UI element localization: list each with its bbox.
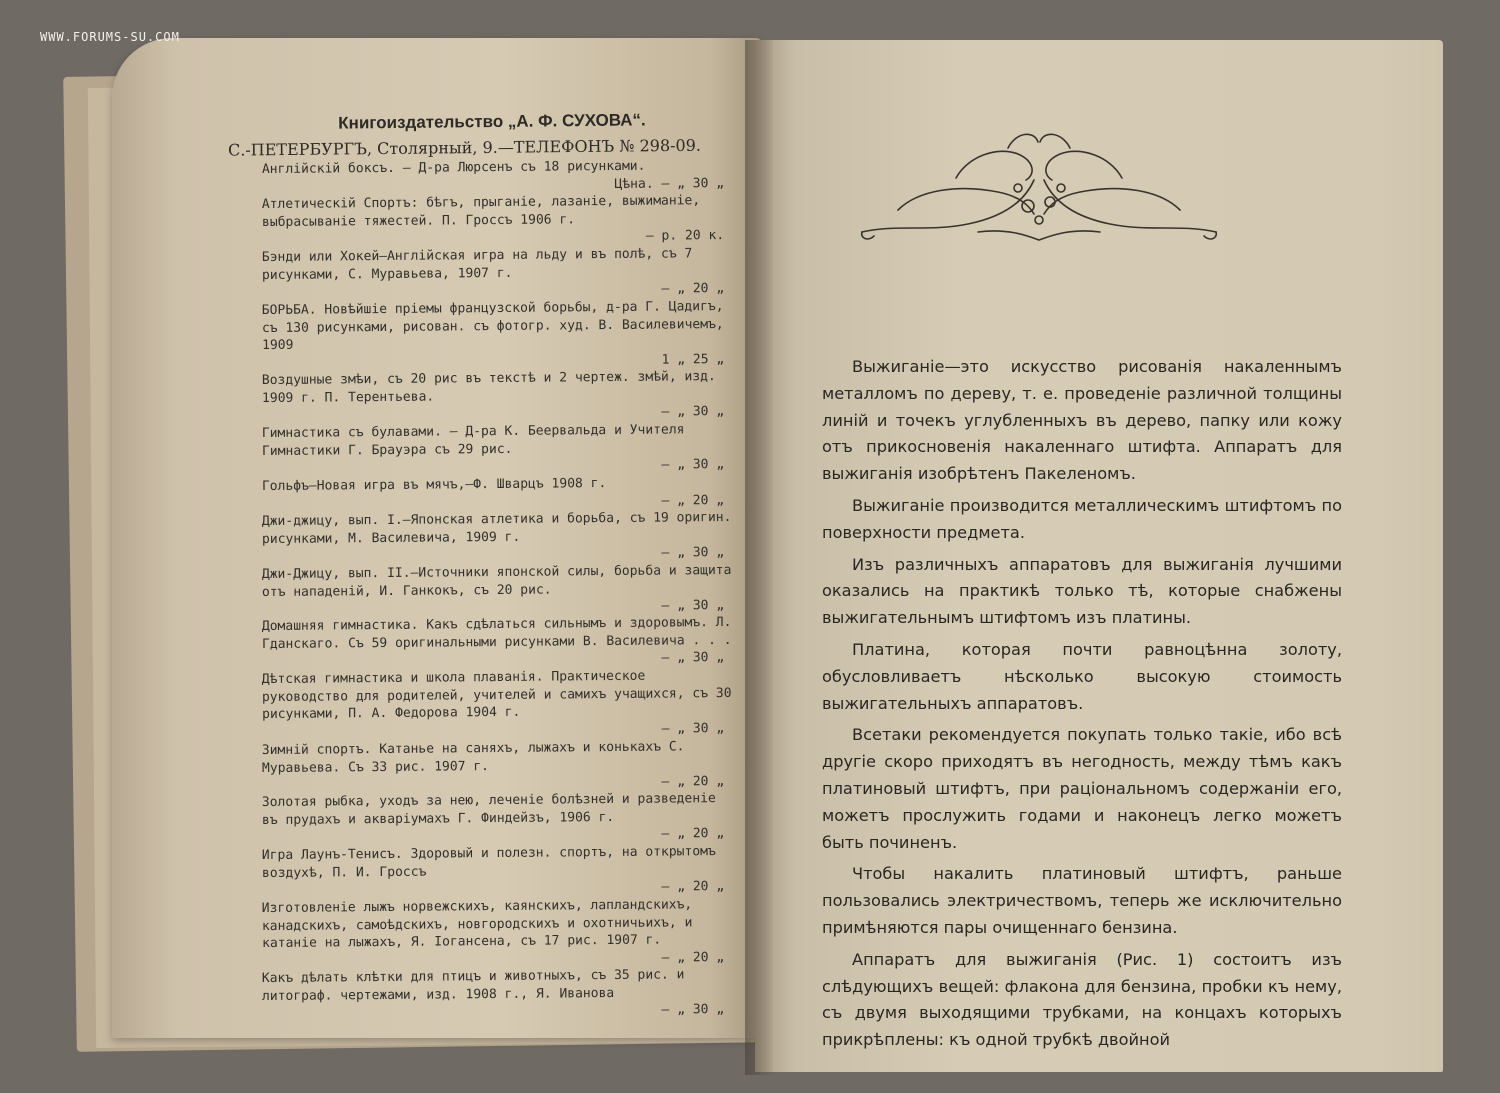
catalog-entry-title: Золотая рыбка, уходъ за нею, леченіе болѣзней и разведеніе въ прудахъ и акваріумахъ Г. Финдейзъ, 1906 г. <box>261 791 716 829</box>
catalog-entry-title: БОРЬБА. Новѣйшіе пріемы французской борьбы, д-ра Г. Цадигъ, съ 130 рисунками, рисован. съ фотогр. худ. В. Василевичемъ, 1909 <box>261 298 724 353</box>
catalog-entry-title: Домашняя гимнастика. Какъ сдѣлаться сильнымъ и здоровымъ. Л. Гданскаго. Съ 59 оригинальными рисунками В. Василевича . . . <box>261 615 732 653</box>
paragraph: Чтобы накалить платиновый штифтъ, раньше пользовались электричествомъ, теперь же исключительно примѣняются пары очищеннаго бензина. <box>822 864 1342 937</box>
catalog-entry-title: Какъ дѣлать клѣтки для птицъ и животныхъ, съ 35 рис. и литограф. чертежами, изд. 1908 г., Я. Иванова <box>261 967 685 1004</box>
catalog-entry <box>262 738 732 795</box>
catalog-entry-title: Изготовленіе лыжъ норвежскихъ, каянскихъ, лапландскихъ, канадскихъ, самоѣдскихъ, новгородскихъ и охотничьихъ, и катаніе на лыжахъ, Я. Іогансена, съ 17 рис. 1907 г. <box>261 897 693 952</box>
catalog-entry-title: Воздушные змѣи, съ 20 рис въ текстѣ и 2 чертеж. змѣй, изд. 1909 г. П. Терентьева. <box>261 369 716 406</box>
catalog-entry-title: Зимній спортъ. Катанье на саняхъ, лыжахъ и конькахъ С. Муравьева. Съ 33 рис. 1907 г. <box>261 738 685 776</box>
catalog-entry <box>262 421 732 478</box>
catalog-entry-price: — „ 30 „ <box>661 404 725 420</box>
paragraph: Выжиганіе производится металлическимъ штифтомъ по поверхности предмета. <box>822 495 1342 542</box>
catalog-entry-price: — р. 20 к. <box>645 228 725 245</box>
catalog-entry-title: Джи-джицу, вып. I.—Японская атлетика и борьба, съ 19 оригин. рисунками, М. Василевича, 1909 г. <box>261 509 732 547</box>
catalog-entry <box>262 562 732 619</box>
catalog-entry-price: Цѣна. — „ 30 „ <box>614 175 725 192</box>
catalog-entry-price: — „ 30 „ <box>661 545 725 561</box>
catalog-entry <box>262 966 732 1023</box>
watermark: WWW.FORUMS-SU.COM <box>40 30 180 44</box>
catalog-entry <box>262 790 732 847</box>
art-nouveau-ornament <box>858 128 1220 248</box>
article-body <box>822 354 1342 1059</box>
paragraph: Аппаратъ для выжиганія (Рис. 1) состоитъ изъ слѣдующихъ вещей: флакона для бензина, пробки къ нему, съ двумя выходящими трубками, на концахъ которыхъ прикрѣплены: къ одной трубкѣ двойной <box>822 949 1342 1050</box>
catalog-entry <box>262 192 732 249</box>
catalog-entry-price: — „ 30 „ <box>661 721 725 737</box>
catalog-entry-title: Гимнастика съ булавами. — Д-ра К. Беервальда и Учителя Гимнастики Г. Брауэра съ 29 рис. <box>261 422 685 459</box>
paragraph: Платина, которая почти равноцѣнна золоту, обусловливаетъ нѣсколько высокую стоимость выжигательныхъ аппаратовъ. <box>822 639 1342 713</box>
catalog-entry <box>262 474 732 513</box>
catalog-list <box>262 159 732 1021</box>
paragraph: Всетаки рекомендуется покупать только такіе, ибо всѣ другіе скоро приходятъ въ негодность, между тѣмъ какъ платиновый штифтъ, при раціональномъ содержаніи его, можетъ прослужить годами и наконецъ легко можетъ быть починенъ. <box>822 725 1342 852</box>
catalog-entry-title: Игра Лаунъ-Тенисъ. Здоровый и полезн. спортъ, на открытомъ воздухѣ, П. И. Гроссъ <box>261 844 716 881</box>
paragraph: Выжиганіе—это искусство рисованія накаленнымъ металломъ по дереву, т. е. проведеніе различной толщины линій и точекъ углубленныхъ въ дерево, папку или кожу отъ прикосновенія накаленнаго штифта. Аппаратъ для выжиганія изобрѣтенъ Пакеленомъ. <box>822 357 1342 484</box>
catalog-entry-title: Англійскій боксъ. — Д-ра Люрсенъ съ 18 рисунками. <box>261 158 646 178</box>
catalog-entry <box>262 245 732 302</box>
catalog-entry-price: 1 „ 25 „ <box>661 351 725 368</box>
catalog-entry <box>262 667 733 741</box>
publisher-catalog <box>227 110 732 1021</box>
publisher-heading: Книгоиздательство „А. Ф. СУХОВА“. <box>338 110 646 133</box>
catalog-entry <box>262 509 732 566</box>
catalog-entry <box>262 843 732 900</box>
book-gutter-shadow <box>745 40 773 1075</box>
catalog-entry-price: — „ 20 „ <box>661 879 725 895</box>
catalog-entry <box>262 157 732 196</box>
paragraph: Изъ различныхъ аппаратовъ для выжиганія лучшими оказались на практикѣ только тѣ, которые снабжены выжигательнымъ штифтомъ изъ платины. <box>822 554 1342 628</box>
catalog-entry-title: Гольфъ—Новая игра въ мячъ,—Ф. Шварцъ 1908 г. <box>261 475 607 494</box>
catalog-entry <box>262 896 733 970</box>
catalog-entry-price: — „ 20 „ <box>661 773 725 790</box>
catalog-entry-price: — „ 20 „ <box>661 281 725 297</box>
catalog-entry <box>262 298 733 372</box>
catalog-entry-title: Дѣтская гимнастика и школа плаванія. Практическое руководство для родителей, учителей и самихъ учащихся, съ 30 рисунками, П. А. Федорова 1904 г. <box>261 668 732 723</box>
catalog-entry-price: — „ 30 „ <box>661 457 725 473</box>
catalog-entry-price: — „ 30 „ <box>661 650 725 667</box>
catalog-entry-price: — „ 20 „ <box>661 826 725 843</box>
catalog-entry-price: — „ 30 „ <box>661 597 725 614</box>
catalog-entry-title: Джи-Джицу, вып. II.—Источники японской силы, борьба и защита отъ нападеній, И. Ганкокъ, съ 20 рис. <box>261 562 732 600</box>
catalog-entry-price: — „ 30 „ <box>661 1002 725 1019</box>
catalog-entry-price: — „ 20 „ <box>661 949 725 966</box>
catalog-entry-price: — „ 20 „ <box>661 492 725 508</box>
catalog-entry-title: Бэнди или Хокей—Англійская игра на льду и въ полѣ, съ 7 рисунками, С. Муравьева, 1907 г. <box>261 246 693 283</box>
catalog-entry <box>262 368 732 425</box>
catalog-entry-title: Атлетическій Спортъ: бѣгъ, прыганіе, лазаніе, выжиманіе, выбрасываніе тяжестей. П. Гроссъ 1906 г. <box>261 193 701 230</box>
publisher-address: С.-ПЕТЕРБУРГЪ, Столярный, 9.—ТЕЛЕФОНЪ № 298-09. <box>227 135 702 160</box>
catalog-entry <box>262 614 732 671</box>
